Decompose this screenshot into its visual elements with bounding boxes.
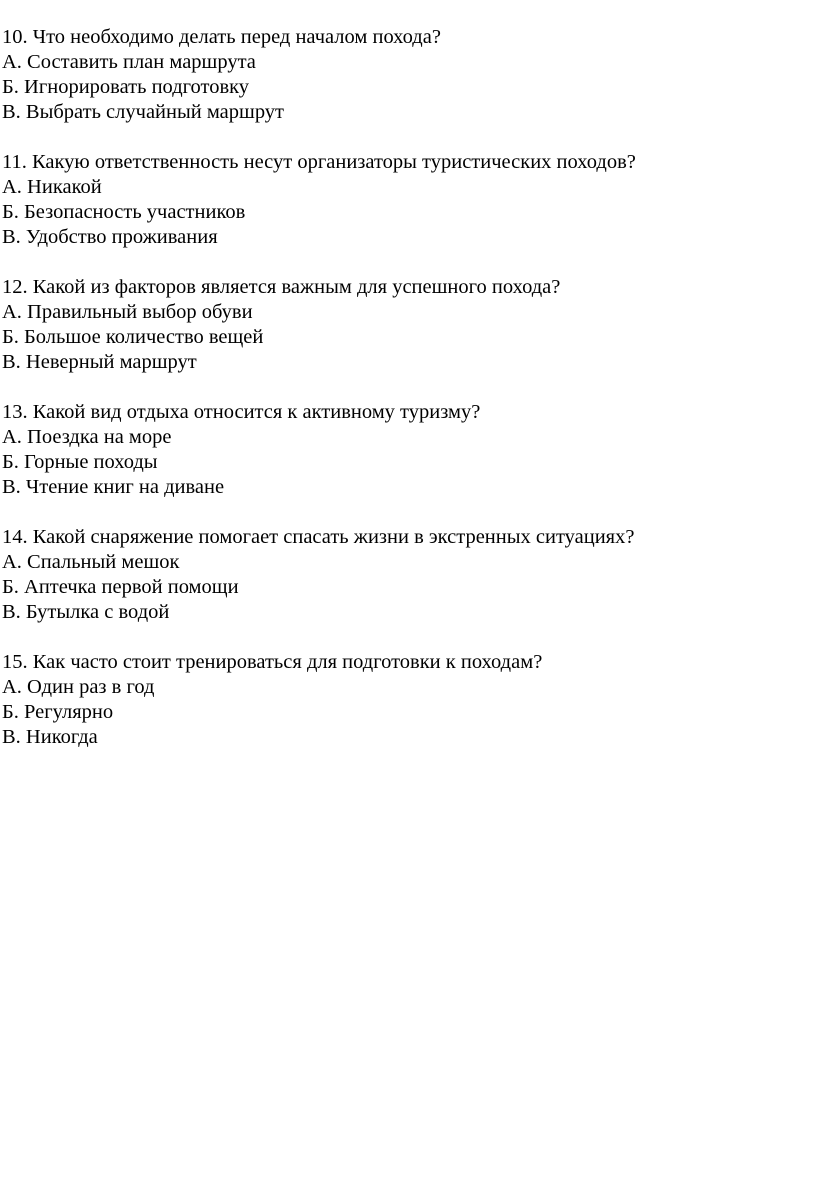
answer-option-v: В. Неверный маршрут: [2, 351, 197, 373]
answer-option-v: В. Чтение книг на диване: [2, 476, 225, 498]
answer-option-v: В. Никогда: [2, 726, 98, 748]
answer-option-a: А. Никакой: [2, 176, 102, 198]
answer-option-b: Б. Большое количество вещей: [2, 326, 264, 348]
question-text: 12. Какой из факторов является важным для успешного похода?: [2, 276, 561, 298]
answer-option-v: В. Выбрать случайный маршрут: [2, 101, 285, 123]
answer-option-a: А. Спальный мешок: [2, 551, 180, 573]
answer-option-b: Б. Безопасность участников: [2, 201, 246, 223]
answer-option-b: Б. Аптечка первой помощи: [2, 576, 239, 598]
question-text: 11. Какую ответственность несут организаторы туристических походов?: [2, 151, 636, 173]
question-12: [2, 275, 812, 375]
answer-option-a: А. Поездка на море: [2, 426, 172, 448]
answer-option-b: Б. Игнорировать подготовку: [2, 76, 250, 98]
answer-option-v: В. Удобство проживания: [2, 226, 218, 248]
answer-option-a: А. Составить план маршрута: [2, 51, 256, 73]
answer-option-b: Б. Регулярно: [2, 701, 114, 723]
answer-option-a: А. Правильный выбор обуви: [2, 301, 253, 323]
question-14: [2, 525, 812, 625]
question-13: [2, 400, 812, 500]
question-11: [2, 150, 812, 250]
question-15: [2, 650, 812, 750]
answer-option-v: В. Бутылка с водой: [2, 601, 170, 623]
question-10: [2, 25, 812, 125]
document-page: [2, 25, 812, 775]
question-text: 13. Какой вид отдыха относится к активному туризму?: [2, 401, 481, 423]
answer-option-b: Б. Горные походы: [2, 451, 158, 473]
question-text: 14. Какой снаряжение помогает спасать жизни в экстренных ситуациях?: [2, 526, 635, 548]
answer-option-a: А. Один раз в год: [2, 676, 155, 698]
question-text: 10. Что необходимо делать перед началом похода?: [2, 26, 441, 48]
question-text: 15. Как часто стоит тренироваться для подготовки к походам?: [2, 651, 543, 673]
